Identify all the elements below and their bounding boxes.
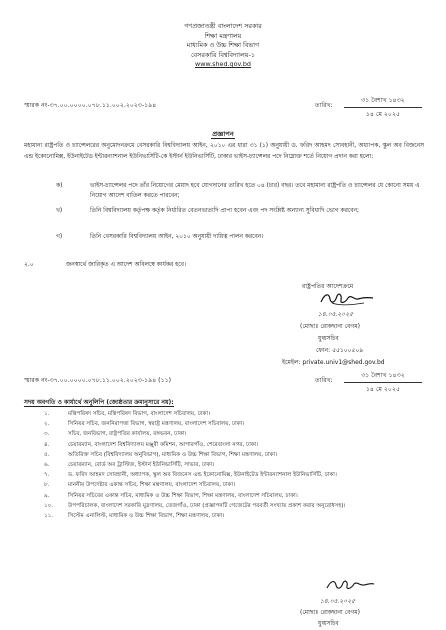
- distribution-item-text: মন্ত্রিপরিষদ সচিব, মন্ত্রিপরিষদ বিভাগ, বাংলাদেশ সচিবালয়, ঢাকা।: [68, 411, 211, 417]
- condition-item: [56, 206, 426, 228]
- letterhead-government: গণপ্রজাতন্ত্রী বাংলাদেশ সরকার: [184, 22, 262, 30]
- condition-label: গ): [56, 234, 63, 240]
- memo-date-english: ১৪ মে ২০২৫: [366, 111, 400, 118]
- distribution-heading: সদয় অবগতি ও কার্যার্থে অনুলিপি (জ্যেষ্ঠতার ক্রমানুসারে নয়):: [24, 399, 174, 406]
- letterhead-website-link[interactable]: www.shed.gov.bd: [195, 60, 251, 69]
- copy-memo-ref-number: ৩৭.০০.০০০০.০৭৮.১১.০০২.২০২৩-১৯৪ (১১): [49, 377, 172, 384]
- copy-memo-date: [344, 370, 422, 395]
- distribution-item-text: সিনিয়র সচিবের একান্ত সচিব, মাধ্যমিক ও উচ্চ শিক্ষা বিভাগ, শিক্ষা মন্ত্রণালয়, বাংলাদেশ সচিবালয়, ঢাকা।: [68, 492, 298, 499]
- signatory-designation: যুগ্মসচিব: [318, 335, 339, 342]
- copy-memo-date-label: তারিখ:: [315, 377, 333, 384]
- distribution-item: [44, 480, 422, 490]
- effective-clause: [24, 260, 424, 272]
- distribution-item-number: ৪.: [44, 441, 50, 448]
- distribution-item: [44, 409, 422, 419]
- copy-memo-reference: [24, 375, 171, 386]
- distribution-item-text: সচিব, জনবিভাগ, রাষ্ট্রপতির কার্যালয়, বঙ্গভবন, ঢাকা।: [68, 431, 187, 438]
- distribution-item-text: উপপরিচালক, বাংলাদেশ সরকারি মুদ্রণালয়, তেজগাঁও, ঢাকা (প্রজ্ঞাপনটি গেজেটের পরবর্তী সংখ্যায় প্রকাশ করার অনুরোধসহ)।: [68, 502, 346, 509]
- distribution-item-number: ৬.: [44, 462, 50, 469]
- notification-title: প্রজ্ঞাপন: [212, 130, 234, 138]
- copy-memo-date-english: ১৪ মে ২০২৫: [366, 386, 400, 393]
- condition-item: [56, 181, 426, 203]
- distribution-item-number: ৮.: [44, 482, 50, 489]
- signatory-phone: ফোন: ৫৫১০০৫০৯: [316, 347, 364, 354]
- letterhead-division: মাধ্যমিক ও উচ্চ শিক্ষা বিভাগ: [186, 41, 260, 50]
- distribution-item-text: অতিরিক্ত সচিব (বিশ্ববিদ্যালয় অনুবিভাগ), মাধ্যমিক ও উচ্চ শিক্ষা বিভাগ, শিক্ষা মন্ত্রণালয়, ঢাকা।: [68, 451, 278, 458]
- distribution-item-number: ১.: [44, 411, 50, 417]
- signature-order-text: রাষ্ট্রপতির আদেশক্রমে: [302, 283, 354, 290]
- distribution-item: [44, 460, 422, 470]
- distribution-item-number: ৩.: [44, 431, 50, 438]
- condition-text: তিনি বিশ্ববিদ্যালয় কর্তৃপক্ষ কর্তৃক নির্ধারিত বেতনভাতাদি প্রাপ্য হবেন এবং পদ সংশ্লিষ্ট অন্যান্য সুবিধাদি ভোগ করবেন;: [90, 208, 360, 214]
- copy-memo-date-bangla: ৩১ বৈশাখ ১৪৩২: [344, 370, 422, 383]
- letterhead: [0, 22, 446, 70]
- distribution-item-text: সিনিয়র সচিব, জননিরাপত্তা বিভাগ, স্বরাষ্ট্র মন্ত্রণালয়, বাংলাদেশ সচিবালয়, ঢাকা।: [68, 421, 245, 428]
- distribution-item: [44, 450, 422, 460]
- handwritten-signature: [318, 291, 376, 307]
- memo-ref-label: স্মারক নং-: [24, 102, 50, 109]
- distribution-item-number: ১১.: [44, 513, 54, 520]
- copy-memo-ref-label: স্মারক নং-: [24, 377, 50, 384]
- distribution-item: [44, 491, 422, 501]
- signature-date: ১৪.০৫.২০২৫: [318, 311, 353, 318]
- effective-clause-text: জনস্বার্থে জারিকৃত এ আদেশ অবিলম্বে কার্যকর হবে।: [66, 262, 186, 268]
- condition-label: খ): [56, 208, 63, 214]
- distribution-item-text: চেয়ারম্যান, বোর্ড অব ট্রাস্টিজ, ইস্টার্ন ইউনিভার্সিটি, সাভার, ঢাকা।: [68, 462, 215, 469]
- distribution-item: [44, 429, 422, 439]
- distribution-item: [44, 470, 422, 480]
- condition-label: ক): [56, 183, 63, 189]
- signatory2-name: (মোছাঃ রোকছানা বেগম): [300, 609, 360, 616]
- letterhead-section: বেসরকারি বিশ্ববিদ্যালয়-১: [190, 50, 256, 59]
- distribution-item-number: ২.: [44, 421, 50, 428]
- letterhead-ministry: শিক্ষা মন্ত্রণালয়: [204, 31, 242, 40]
- memo-date-label: তারিখ:: [315, 102, 333, 109]
- distribution-item: [44, 511, 422, 521]
- memo-date-bangla: ৩১ বৈশাখ ১৪৩২: [344, 95, 422, 108]
- condition-item: [56, 232, 426, 244]
- distribution-item: [44, 419, 422, 429]
- distribution-item-number: ৫.: [44, 451, 50, 458]
- condition-text: তিনি বেসরকারি বিশ্ববিদ্যালয় আইন, ২০১০ অনুযায়ী দায়িত্ব পালন করবেন।: [90, 234, 264, 240]
- distribution-list: [44, 409, 422, 521]
- handwritten-signature: [324, 578, 376, 592]
- distribution-item: [44, 440, 422, 450]
- distribution-item-text: ড. ফরিদ আহমদ সোবহানী, অধ্যাপক, স্কুল অব বিজনেস এন্ড ইকোনোমিক্স, ইউনাইটেড ইন্টারন্যাশনাল ইউনিভার্সিটি, ঢাকা।: [68, 472, 337, 479]
- distribution-item-number: ৯.: [44, 492, 50, 499]
- distribution-item-text: সিস্টেম এনালিস্ট, মাধ্যমিক ও উচ্চ শিক্ষা বিভাগ, শিক্ষা মন্ত্রণালয়, ঢাকা।: [68, 513, 225, 520]
- distribution-item-text: মাননীয় উপদেষ্টার একান্ত সচিব, শিক্ষা মন্ত্রণালয়, বাংলাদেশ সচিবালয়, ঢাকা।: [68, 482, 236, 489]
- condition-text: ভাইস-চ্যান্সেলর পদে তাঁর নিয়োগের মেয়াদ হবে যোগদানের তারিখ হতে ০৪ (চার) বছর। তবে মহামান্য রাষ্ট্রপতি ও চ্যান্সেলর যে কোনো সময় এ নিয়োগ আদেশ বাতিল করতে পারবেন;: [90, 183, 420, 200]
- distribution-item-number: ৭.: [44, 472, 50, 479]
- distribution-item: [44, 501, 422, 511]
- distribution-item-number: ১০.: [44, 502, 54, 509]
- signatory-name: (মোছাঃ রোকছানা বেগম): [300, 323, 360, 330]
- notification-intro: মহামান্য রাষ্ট্রপতি ও চ্যান্সেলরের অনুমোদনক্রমে বেসরকারি বিশ্ববিদ্যালয় আইন, ২০১০ এর ধারা ৩১ (১) অনুযায়ী ড. ফরিদ আহমদ সোবহানী, অধ্যাপক, স্কুল অব বিজনেস এন্ড ইকোনোমিক্স, ইউনাইটেড ইন্টারন্যাশনাল ইউনিভার্সিটি-কে ইস্টার্ন ইউনিভার্সিটি, ঢাকার ভাইস-চ্যান্সেলর পদে নিম্নোক্ত শর্তে নিয়োগ প্রদান করা হলো:: [24, 143, 424, 160]
- signatory-email[interactable]: ইমেইল: private.univ1@shed.gov.bd: [282, 359, 385, 366]
- effective-clause-number: ২.০: [24, 262, 34, 268]
- distribution-item-text: চেয়ারম্যান, বাংলাদেশ বিশ্ববিদ্যালয় মঞ্জুরী কমিশন, আগারগাঁও, শেরেবাংলা নগর, ঢাকা।: [68, 441, 259, 448]
- memo-reference: [24, 100, 156, 111]
- memo-date: [344, 95, 422, 120]
- signature2-date: ১৪.০৫.২০২৫: [320, 598, 355, 605]
- memo-ref-number: ৩৭.০০.০০০০.০৭৮.১১.০০২.২০২৩-১৯৪: [49, 102, 157, 109]
- signatory2-designation: যুগ্মসচিব: [318, 620, 339, 627]
